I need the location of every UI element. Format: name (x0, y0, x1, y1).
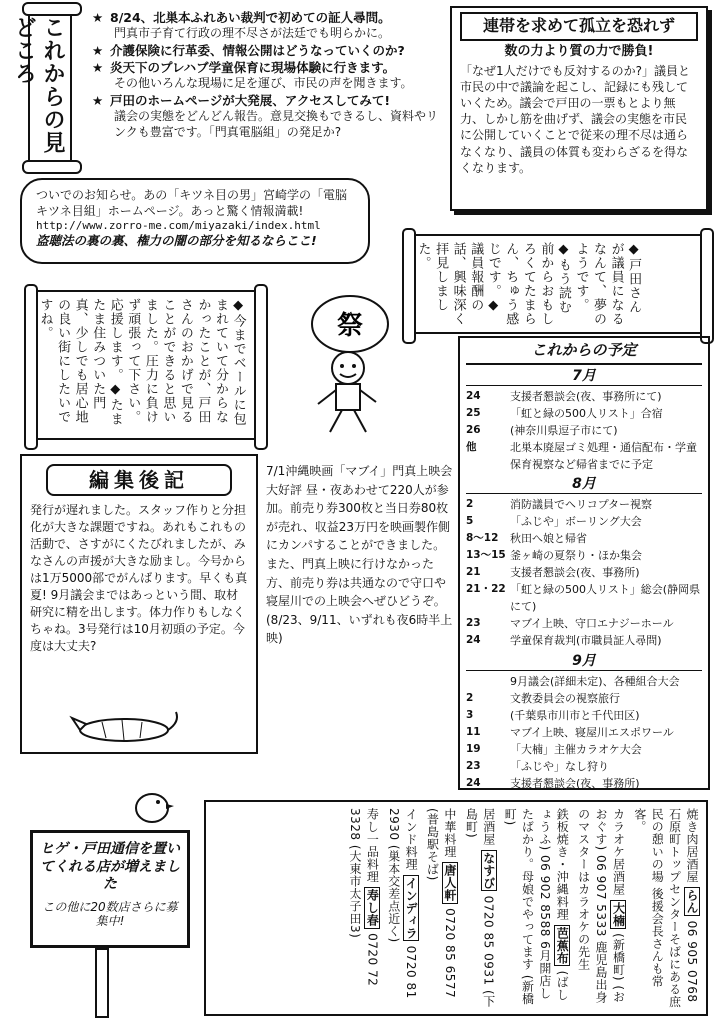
schedule-event-date: 21 (466, 566, 481, 579)
shop-name: 大楠 (611, 901, 626, 927)
star-icon: ★ (92, 10, 104, 25)
editor-note (20, 454, 258, 754)
schedule-event-date: 24 (466, 777, 481, 789)
star-icon: ★ (92, 42, 104, 58)
schedule-box (458, 336, 710, 790)
solidarity-body: 「なぜ1人だけでも反対するのか?」議員と市民の中で議論を起こし、記録にも残していくため。議会で戸田の一票もとより無力、しかし筋を曲げず、議会の実態を市民に公開していくことで従来の理不尽は通らなくなり、議員の体質も変わらざるを得なくなります。 (460, 63, 691, 175)
shops-sign (30, 830, 190, 948)
schedule-event-text: 「ふじや」なし狩り (510, 759, 609, 773)
shops-sign-sub: この他に20数店さらに募集中! (42, 899, 178, 928)
schedule-event-text: 「ふじや」ボーリング大会 (510, 515, 642, 529)
schedule-event-date: 8〜12 (466, 532, 499, 545)
schedule-month: 7月 (466, 367, 702, 386)
notice-bubble (20, 178, 370, 264)
shop-cat: 鉄板焼き・沖縄料理 (555, 808, 570, 921)
schedule-event-text: 「虹と緑の500人リスト」総会(静岡県にて) (510, 583, 701, 614)
schedule-event-date: 19 (466, 742, 481, 755)
schedule-event (466, 673, 702, 690)
schedule-event-text: 学童保育裁判(市職員証人尋問) (510, 634, 662, 648)
star-icon: ★ (92, 60, 104, 76)
schedule-event (466, 775, 702, 792)
shop-body: 06 905 0768 石原町トップセンターそばにある庶民の憩いの場 後援会長さんも常客。 (632, 808, 699, 1008)
schedule-event-text: 「虹と緑の500人リスト」合宿 (510, 406, 663, 420)
schedule-event-date: 25 (466, 406, 481, 419)
shop-listing (346, 808, 381, 1008)
shop-listing (462, 808, 497, 1008)
schedule-event (466, 530, 702, 547)
schedule-event-text: マブイ上映、守口エナジーホール (510, 617, 674, 631)
schedule-event-text: 釜ヶ崎の夏祭り・ほか集会 (510, 549, 642, 563)
shop-body: 0720 85 0931 (下島町) (464, 808, 496, 1008)
notice-url[interactable]: http://www.zorro-me.com/miyazaki/index.html (36, 219, 321, 233)
schedule-event-date: 5 (466, 515, 474, 528)
schedule-month: 9月 (466, 652, 702, 671)
shop-name: なすび (481, 851, 496, 890)
shop-cat: 寿し一品料理 (365, 808, 380, 883)
reader-comments-right-text: ◆戸田さんが議員になるなんて、夢のようです。◆もう読む前からおもしろくてたまらん、ちゅう感じです。◆議員報酬の話、興味深く拝見しました。 (415, 242, 642, 326)
schedule-event (466, 758, 702, 775)
schedule-event (466, 741, 702, 758)
schedule-event-text: 支援者懇談会(夜、事務所) (510, 777, 640, 790)
solidarity-subtitle: 数の力より質の力で勝負! (504, 43, 654, 59)
schedule-event (466, 439, 702, 473)
schedule-event (466, 632, 702, 649)
cat-illustration (62, 708, 182, 744)
highlights-title: これからの見どころ (11, 16, 65, 154)
highlight-item: ★ 介護保険に行革委、情報公開はどうなっていくのか? (92, 42, 405, 58)
shops-box (204, 800, 708, 1016)
schedule-event-date: 11 (466, 725, 481, 738)
schedule-event-text: 9月議会(詳細未定)、各種組合大会 (510, 674, 680, 688)
schedule-event (466, 405, 702, 422)
solidarity-title: 連帯を求めて孤立を恐れず (460, 12, 698, 41)
shop-name: らん (685, 889, 699, 915)
shop-name: 寿し春 (365, 889, 380, 927)
shop-listing (384, 808, 419, 1008)
schedule-event (466, 615, 702, 632)
shop-cat: インド料理 (404, 808, 419, 871)
schedule-event-text: (神奈川県逗子市にて) (510, 423, 618, 437)
schedule-event (466, 422, 702, 439)
shop-cat: 焼き肉居酒屋 (685, 808, 699, 883)
schedule-event-text: 秋田へ娘と帰省 (510, 532, 587, 546)
shop-name: 唐人軒 (442, 864, 457, 902)
schedule-event (466, 564, 702, 581)
shop-body: 0720 85 6577 (普島駅そば) (425, 808, 457, 999)
notice-text: ついでのお知らせ。あの「キツネ目の男」宮崎学の「電脳キツネ目組」ホームページ。あっと驚く情報満載! (36, 188, 348, 218)
schedule-month: 8月 (466, 475, 702, 494)
schedule-event-date: 26 (466, 423, 481, 436)
shop-cat: カラオケ居酒屋 (611, 808, 626, 896)
schedule-event-text: 「大楠」主催カラオケ大会 (510, 742, 642, 756)
schedule-event-date: 23 (466, 617, 481, 630)
schedule-event-date: 2 (466, 691, 474, 704)
schedule-event-text: 北巣本廃屋ゴミ処理・通信配布・学童保育視察など帰省までに予定 (510, 440, 697, 471)
highlight-item: ★ 8/24、北巣本ふれあい裁判で初めての証人尋問。 門真市子育て行政の理不尽さが法廷でも明らかに。 (92, 10, 391, 41)
schedule-event-text: マブイ上映、寝屋川エスポワール (510, 725, 674, 739)
shop-body: (ばしょうふ) 06 902 8588 6月開店したばかり。母娘でやってます (新橋町) (503, 808, 570, 1005)
shop-cat: 居酒屋 (481, 808, 496, 846)
schedule-event-date: 24 (466, 389, 481, 402)
schedule-event (466, 496, 702, 513)
highlight-item: ★ 戸田のホームページが大発展、アクセスしてみて! 議会の実態をどんどん報告。意見交換もできるし、資料やリンクも豊富です。「門真電脳組」の発足か? (92, 92, 439, 139)
reader-comments-left (30, 290, 262, 440)
schedule-event-date: 24 (466, 634, 481, 647)
schedule-event-date: 3 (466, 708, 474, 721)
festival-mascot-illustration (290, 286, 410, 436)
schedule-event (466, 547, 702, 564)
shop-body: (新橋町) (おおぐす) 06 907 5333 鹿児島出身のマスターはカラオケの先生 (576, 808, 626, 1004)
shop-listing (501, 808, 571, 1008)
schedule-event-text: (千葉県市川市と千代田区) (510, 708, 640, 722)
movie-article-body: 7/1沖縄映画「マブイ」門真上映会大好評 昼・夜あわせて220人が参加。前売り券300枚と当日券80枚が売れ、収益23万円を映画製作側にカンパすることができました。また、門真上映に行けなかった方、前売り券は共通なので守口や寝屋川での上映会へぜひどうぞ。(8/23、9/11、いずれも夜6時半上映) (266, 464, 453, 646)
shops-sign-main: ヒゲ・戸田通信を置いてくれる店が増えました (40, 841, 180, 892)
schedule-event (466, 690, 702, 707)
schedule-event-date: 13〜15 (466, 549, 506, 562)
bird-icon (128, 780, 176, 828)
schedule-event-date: 2 (466, 498, 474, 511)
schedule-event (466, 707, 702, 724)
shop-listing (423, 808, 458, 1008)
shop-cat: 中華料理 (442, 808, 457, 858)
schedule-event-text: 文教委員会の視察旅行 (510, 691, 620, 705)
highlight-item: ★ 炎天下のプレハブ学童保育に現場体験に行きます。 その他いろんな現場に足を運び、市民の声を聞きます。 (92, 60, 413, 91)
schedule-title: これからの予定 (466, 341, 702, 365)
editor-note-title: 編集後記 (46, 464, 232, 496)
notice-emphasis: 盗聴法の裏の裏、権力の闇の部分を知るならここ! (36, 233, 317, 249)
shop-listing (630, 808, 700, 1008)
schedule-event-date: 23 (466, 759, 481, 772)
highlights-title-scroll (11, 8, 72, 168)
shop-listing (574, 808, 626, 1008)
star-icon: ★ (92, 92, 104, 108)
schedule-event-text: 支援者懇談会(夜、事務所) (510, 566, 640, 580)
schedule-event (466, 388, 702, 405)
schedule-event (466, 581, 702, 615)
schedule-event-date (466, 673, 510, 690)
sign-post (95, 948, 109, 1018)
schedule-event-text: 支援者懇談会(夜、事務所にて) (510, 389, 662, 403)
mascot-badge: 祭 (336, 311, 364, 341)
highlights-list (92, 10, 442, 141)
reader-comments-right (408, 234, 708, 334)
shop-name: インディラ (404, 876, 419, 940)
schedule-event-date: 21・22 (466, 583, 506, 596)
shop-body: 0720 72 3328 (大東市太子田3) (347, 808, 380, 987)
schedule-event (466, 513, 702, 530)
shop-name: 芭蕉布 (555, 926, 570, 965)
reader-comments-left-text: ◆今までベールに包まれていて分からなかったことが、戸田さんのおかげで見ることができると思いました。圧力に負けず頑張って下さい。応援します。◆たまたま住みついた門真、少しでも居心地の良い街にしたいですね。 (37, 298, 246, 426)
schedule-event-date: 他 (466, 440, 477, 453)
schedule-event (466, 724, 702, 741)
shop-body: 0720 81 2930 (巣本交差点近く) (386, 808, 419, 999)
editor-note-body: 発行が遅れました。スタッフ作りと分担化が大きな課題ですね。あれもこれもの活動で、さすがにくたびれましたが、みなさんの声援が大きな励まし。今号からは1万5000部でがんばります。早くも真夏! 9月議会まではあっという間、取材研究に精を出します。体力作りもしなくちゃね。3号発行は10月初頭の予定。今度は大丈夫? (30, 503, 248, 654)
schedule-event-text: 消防議員でヘリコプター視察 (510, 498, 653, 512)
solidarity-box (450, 6, 708, 211)
movie-article (266, 462, 454, 752)
